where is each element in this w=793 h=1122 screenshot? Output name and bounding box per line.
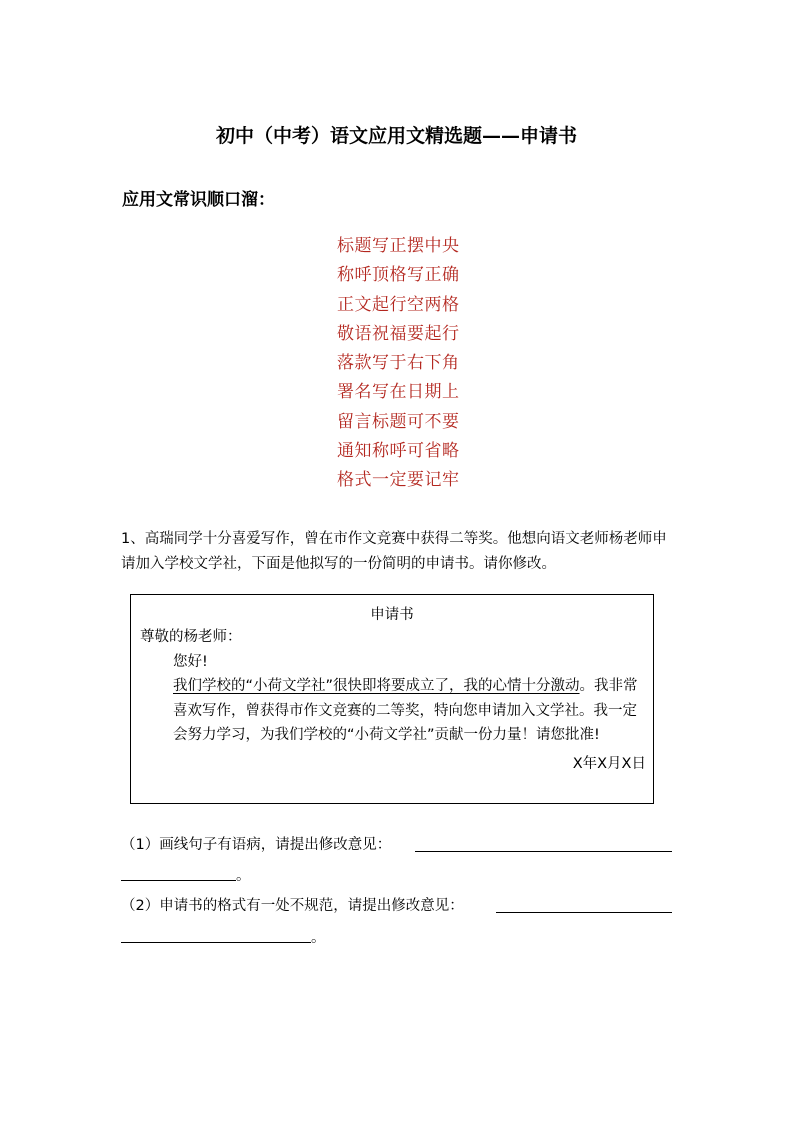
sub-question-1: （1）画线句子有语病，请提出修改意见： (121, 837, 392, 853)
poem-line: 留言标题可不要 (337, 411, 460, 432)
letter-paragraph (140, 674, 648, 748)
poem-line: 落款写于右下角 (337, 353, 460, 374)
poem-line: 正文起行空两格 (337, 294, 460, 315)
letter-date: X年X月X日 (572, 755, 646, 772)
sentence-end: 。 (579, 678, 595, 694)
poem-line: 称呼顶格写正确 (337, 265, 460, 286)
letter-salutation: 尊敬的杨老师： (140, 629, 242, 645)
poem-line: 敬语祝福要起行 (337, 323, 460, 344)
letter-body-rest: 我非常喜欢写作，曾获得市作文竞赛的二等奖，特向您申请加入文学社。我一定会努力学习，为我们学校的“小荷文学社”贡献一份力量！请您批准! (173, 678, 638, 743)
answer-blank-1a[interactable] (415, 851, 672, 852)
poem-line: 格式一定要记牢 (337, 470, 460, 491)
poem-line: 通知称呼可省略 (337, 441, 460, 462)
sub-question-2: （2）申请书的格式有一处不规范，请提出修改意见： (121, 898, 464, 914)
answer-blank-2b[interactable] (121, 942, 311, 943)
underlined-sentence: 我们学校的“小荷文学社”很快即将要成立了，我的心情十分激动 (173, 678, 580, 694)
question-1-prompt: 1、高瑞同学十分喜爱写作，曾在市作文竞赛中获得二等奖。他想向语文老师杨老师申请加入学校文学社，下面是他拟写的一份简明的申请书。请你修改。 (121, 531, 667, 572)
section-heading: 应用文常识顺口溜： (122, 190, 275, 210)
period-1: 。 (236, 868, 251, 884)
letter-body (140, 625, 648, 776)
poem-line: 标题写正摆中央 (337, 236, 460, 256)
application-letter-box (130, 594, 654, 804)
page-title: 初中（中考）语文应用文精选题——申请书 (215, 125, 577, 147)
mnemonic-poem (337, 232, 460, 496)
letter-title: 申请书 (370, 607, 414, 623)
answer-blank-2a[interactable] (496, 912, 672, 913)
period-2: 。 (311, 930, 326, 946)
poem-line: 署名写在日期上 (337, 382, 460, 403)
answer-blank-1b[interactable] (121, 880, 236, 881)
letter-greeting: 您好! (173, 653, 208, 670)
